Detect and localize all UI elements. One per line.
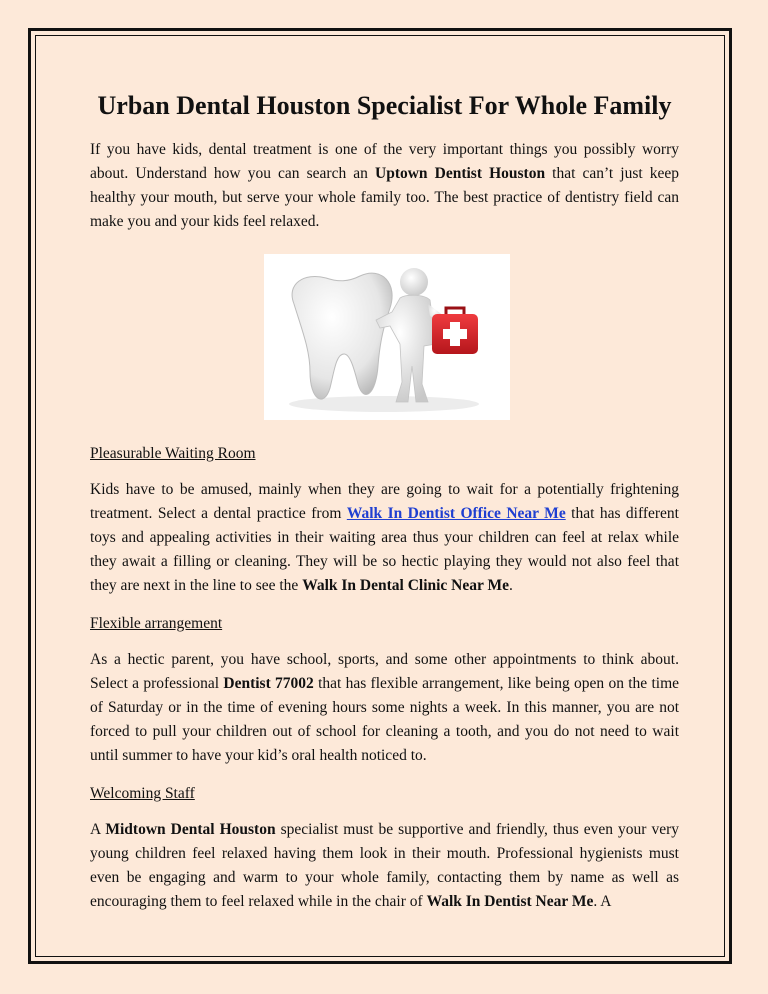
- keyword-dentist-77002: Dentist 77002: [223, 675, 314, 692]
- walk-in-dentist-office-link[interactable]: Walk In Dentist Office Near Me: [346, 505, 566, 522]
- tooth-first-aid-icon: [264, 254, 510, 420]
- section-paragraph-welcoming-staff: A Midtown Dental Houston specialist must be supportive and friendly, thus even your very young children feel relaxed having them look in their mouth. Professional hygienists must even be engaging and warm to your whole family, contacting them by name as well as encouraging them to feel relaxed while in the chair of Walk In Dentist Near Me. A: [90, 821, 679, 910]
- intro-paragraph: If you have kids, dental treatment is one of the very important things you possibly worry about. Understand how you can search an Uptown Dentist Houston that can’t just keep healthy your mouth, but serve your whole family too. The best practice of dentistry field can make you and your kids feel relaxed.: [90, 141, 680, 230]
- section-paragraph-waiting-room: Kids have to be amused, mainly when they are going to wait for a potentially frightening treatment. Select a dental practice from Walk In Dentist Office Near Me that has different toys and appealing activities in their waiting area thus your children can feel at relax while they await a filling or cleaning. They will be so hectic playing they would not also feel that they are next in the line to see the Walk In Dental Clinic Near Me.: [90, 481, 679, 594]
- keyword-walk-in-dentist-near-me: Walk In Dentist Near Me: [426, 893, 594, 910]
- section-heading-welcoming-staff: Welcoming Staff: [90, 785, 195, 802]
- section-heading-flexible-arrangement: Flexible arrangement: [90, 615, 223, 632]
- keyword-uptown-dentist: Uptown Dentist Houston: [375, 165, 546, 182]
- document-body: [90, 88, 679, 928]
- tooth-first-aid-illustration: [264, 254, 510, 420]
- section-paragraph-flexible-arrangement: As a hectic parent, you have school, sports, and some other appointments to think about. Select a professional Dentist 77002 that has flexible arrangement, like being open on the time of Saturday or in the time of evening hours some nights a week. In this manner, you are not forced to pull your children out of school for cleaning a tooth, and you do not need to wait until summer to have your kid’s oral health noticed to.: [90, 651, 680, 764]
- keyword-midtown-dental: Midtown Dental Houston: [105, 821, 276, 838]
- keyword-walk-in-dental-clinic: Walk In Dental Clinic Near Me: [302, 577, 509, 594]
- section-heading-waiting-room: Pleasurable Waiting Room: [90, 445, 256, 462]
- document-title: Urban Dental Houston Specialist For Whole Family: [97, 91, 672, 120]
